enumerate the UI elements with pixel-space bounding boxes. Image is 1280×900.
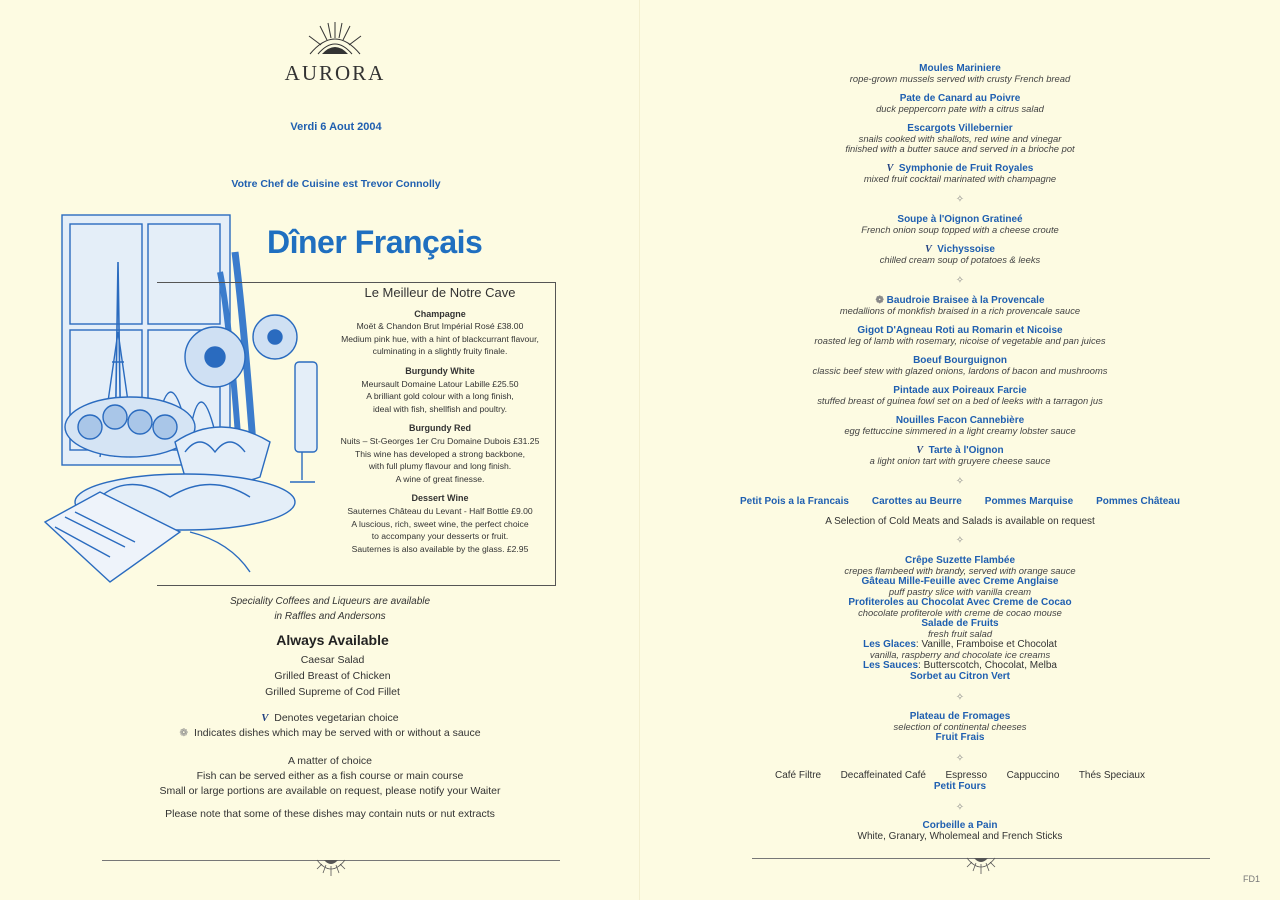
wine-line: Sauternes is also available by the glass. £2.95 <box>351 543 529 554</box>
dish <box>640 325 1280 346</box>
dish-desc: roasted leg of lamb with rosemary, nicoise of vegetable and pan juices <box>814 335 1106 346</box>
vegetarian-note-text: Denotes vegetarian choice <box>274 712 399 724</box>
wine-heading: Burgundy White <box>405 365 475 376</box>
dish <box>640 445 1280 466</box>
separator-icon: ✧ <box>955 275 965 286</box>
dish-name: Pintade aux Poireaux Farcie <box>893 385 1027 396</box>
nuts-warning: Please note that some of these dishes may contain nuts or nut extracts <box>165 808 495 820</box>
dish-desc: mixed fruit cocktail marinated with champagne <box>863 173 1057 184</box>
coffee-item: Decaffeinated Café <box>840 770 926 781</box>
sunburst-ornament-icon <box>961 854 1001 876</box>
vegetarian-note <box>130 711 530 726</box>
dish-desc: chilled cream soup of potatoes & leeks <box>879 254 1041 265</box>
sauce-note <box>130 726 530 741</box>
dish-name: Nouilles Facon Cannebière <box>895 415 1025 426</box>
choice-line: Fish can be served either as a fish course or main course <box>196 770 464 782</box>
separator-icon: ✧ <box>955 476 965 487</box>
dish <box>640 123 1280 154</box>
dish-desc: classic beef stew with glazed onions, lardons of bacon and mushrooms <box>812 365 1108 376</box>
bread-name: Corbeille a Pain <box>922 820 998 831</box>
side-dishes <box>740 496 1180 507</box>
dish-name: Tarte à l'Oignon <box>928 445 1004 456</box>
dish <box>640 295 1280 316</box>
dessert-desc: fresh fruit salad <box>927 628 993 639</box>
dish-name: Escargots Villebernier <box>907 123 1013 134</box>
dish-name: Pate de Canard au Poivre <box>899 93 1021 104</box>
speciality-line: in Raffles and Andersons <box>274 611 386 622</box>
starters-section <box>640 63 1280 842</box>
separator-icon: ✧ <box>955 692 965 703</box>
dish-desc: finished with a butter sauce and served in a brioche pot <box>845 143 1075 154</box>
menu-notes <box>130 711 530 822</box>
vegetarian-icon: V <box>261 713 269 724</box>
dessert-desc: chocolate profiterole with creme de cocao mouse <box>858 607 1062 618</box>
separator-icon: ✧ <box>955 753 965 764</box>
wine-line: A brilliant gold colour with a long finish, <box>366 391 514 402</box>
side-dish: Pommes Marquise <box>984 496 1074 507</box>
cheese-name: Plateau de Fromages <box>909 711 1011 722</box>
wine-list-title: Le Meilleur de Notre Cave <box>364 285 516 300</box>
dessert-name: Profiteroles au Chocolat Avec Creme de Cocao <box>848 597 1072 608</box>
wine-line: ideal with fish, shellfish and poultry. <box>372 403 508 414</box>
dish <box>640 244 1280 265</box>
always-item: Grilled Supreme of Cod Fillet <box>265 686 400 698</box>
brand-name: AURORA <box>284 61 386 85</box>
dish-desc: duck peppercorn pate with a citrus salad <box>876 103 1044 114</box>
wine-section-burgundy-red <box>300 422 580 485</box>
wine-line: This wine has developed a strong backbone, <box>354 448 526 459</box>
always-available <box>200 632 465 700</box>
sauces-list: : Butterscotch, Chocolat, Melba <box>918 660 1057 671</box>
aurora-logo <box>270 18 400 86</box>
dish-name: Moules Mariniere <box>919 63 1001 74</box>
dish-name: Soupe à l'Oignon Gratineé <box>897 214 1023 225</box>
dish <box>640 355 1280 376</box>
speciality-note <box>200 594 460 624</box>
chef-line: Votre Chef de Cuisine est Trevor Connolly <box>231 178 441 190</box>
dish <box>640 93 1280 114</box>
coffee-list <box>775 770 1145 781</box>
choice-line: Small or large portions are available on request, please notify your Waiter <box>159 785 501 797</box>
ice-cream-flavours: : Vanille, Framboise et Chocolat <box>915 639 1057 650</box>
side-dish: Pommes Château <box>1096 496 1180 507</box>
coffee-item: Espresso <box>945 770 988 781</box>
dish-desc: egg fettuccine simmered in a light creamy lobster sauce <box>844 425 1076 436</box>
dish-desc: snails cooked with shallots, red wine and vinegar <box>858 133 1062 144</box>
wine-list <box>300 287 580 555</box>
dessert-name: Crêpe Suzette Flambée <box>904 555 1016 566</box>
coffee-item: Café Filtre <box>775 770 822 781</box>
wine-line: Moët & Chandon Brut Impérial Rosé £38.00 <box>356 321 524 332</box>
side-dish: Petit Pois a la Francais <box>740 496 849 507</box>
dish-name: Vichyssoise <box>937 244 995 255</box>
dish <box>640 214 1280 235</box>
dessert-desc: crepes flambeed with brandy, served with orange sauce <box>844 565 1076 576</box>
dessert-name: Salade de Fruits <box>921 618 999 629</box>
sauces <box>640 660 1280 671</box>
ice-cream-label: Les Glaces <box>863 639 916 650</box>
wine-line: to accompany your desserts or fruit. <box>371 531 509 542</box>
always-available-title: Always Available <box>276 632 389 648</box>
dish-name: Boeuf Bourguignon <box>913 355 1007 366</box>
dish-name: Gigot D'Agneau Roti au Romarin et Nicoise <box>857 325 1063 336</box>
coffee-item: Thés Speciaux <box>1078 770 1145 781</box>
dish-desc: French onion soup topped with a cheese croute <box>861 224 1059 235</box>
sauce-flower-icon: ❁ <box>875 295 884 306</box>
always-item: Grilled Breast of Chicken <box>274 670 391 682</box>
wine-section-dessert <box>300 492 580 555</box>
dish <box>640 63 1280 84</box>
separator-icon: ✧ <box>955 535 965 546</box>
wine-heading: Burgundy Red <box>409 423 471 434</box>
sauce-note-text: Indicates dishes which may be served with or without a sauce <box>194 727 481 739</box>
wine-line: culminating in a slightly fruity finale. <box>372 346 508 357</box>
separator-icon: ✧ <box>955 194 965 205</box>
cheese-desc: selection of continental cheeses <box>893 721 1027 732</box>
wine-line: Nuits – St-Georges 1er Cru Domaine Dubois £31.25 <box>340 435 540 446</box>
wine-line: A luscious, rich, sweet wine, the perfect choice <box>351 518 529 529</box>
speciality-line: Speciality Coffees and Liqueurs are available <box>229 596 431 607</box>
page-code: FD1 <box>1242 874 1260 884</box>
wine-line: Medium pink hue, with a hint of blackcurrant flavour, <box>341 333 539 344</box>
wine-section-champagne <box>300 308 580 358</box>
dish-desc: stuffed breast of guinea fowl set on a bed of leeks with a tarragon jus <box>817 395 1103 406</box>
cold-meats-note: A Selection of Cold Meats and Salads is available on request <box>825 516 1095 527</box>
sorbet: Sorbet au Citron Vert <box>909 671 1010 682</box>
side-dish: Carottes au Beurre <box>871 496 962 507</box>
sunburst-logo-icon <box>300 18 370 58</box>
dish-desc: medallions of monkfish braised in a rich provencale sauce <box>839 305 1081 316</box>
wine-line: Meursault Domaine Latour Labille £25.50 <box>361 378 519 389</box>
menu-date: Verdi 6 Aout 2004 <box>290 121 382 133</box>
wine-section-burgundy-white <box>300 365 580 415</box>
vegetarian-icon: V <box>925 244 932 255</box>
sauce-flower-icon: ❁ <box>179 727 189 739</box>
dish-desc: a light onion tart with gruyere cheese sauce <box>869 455 1051 466</box>
dish-name: Symphonie de Fruit Royales <box>898 163 1034 174</box>
bread-desc: White, Granary, Wholemeal and French Sticks <box>857 831 1063 842</box>
sauces-label: Les Sauces <box>862 660 919 671</box>
dish-desc: rope-grown mussels served with crusty French bread <box>849 73 1071 84</box>
vegetarian-icon: V <box>916 445 924 456</box>
sunburst-ornament-icon <box>311 856 351 878</box>
dish <box>640 163 1280 184</box>
wine-heading: Champagne <box>414 308 466 319</box>
wine-line: A wine of great finesse. <box>395 473 485 484</box>
coffee-item: Cappuccino <box>1006 770 1060 781</box>
wine-heading: Dessert Wine <box>411 493 469 504</box>
wine-line: Sauternes Château du Levant - Half Bottle £9.00 <box>347 505 533 516</box>
vegetarian-icon: V <box>886 163 894 174</box>
dish-name: Baudroie Braisee à la Provencale <box>886 295 1045 306</box>
fruit-name: Fruit Frais <box>935 732 985 743</box>
always-item: Caesar Salad <box>300 654 365 666</box>
right-page <box>640 0 1280 900</box>
ice-cream-desc: vanilla, raspberry and chocolate ice creams <box>869 649 1051 660</box>
dessert-desc: puff pastry slice with vanilla cream <box>888 586 1032 597</box>
dish <box>640 385 1280 406</box>
dish <box>640 415 1280 436</box>
menu-title: Dîner Français <box>267 224 483 260</box>
wine-line: with full plumy flavour and long finish. <box>368 461 512 472</box>
choice-title: A matter of choice <box>287 755 373 767</box>
separator-icon: ✧ <box>955 802 965 813</box>
dessert-name: Gâteau Mille-Feuille avec Creme Anglaise <box>861 576 1059 587</box>
petit-fours: Petit Fours <box>933 781 987 792</box>
